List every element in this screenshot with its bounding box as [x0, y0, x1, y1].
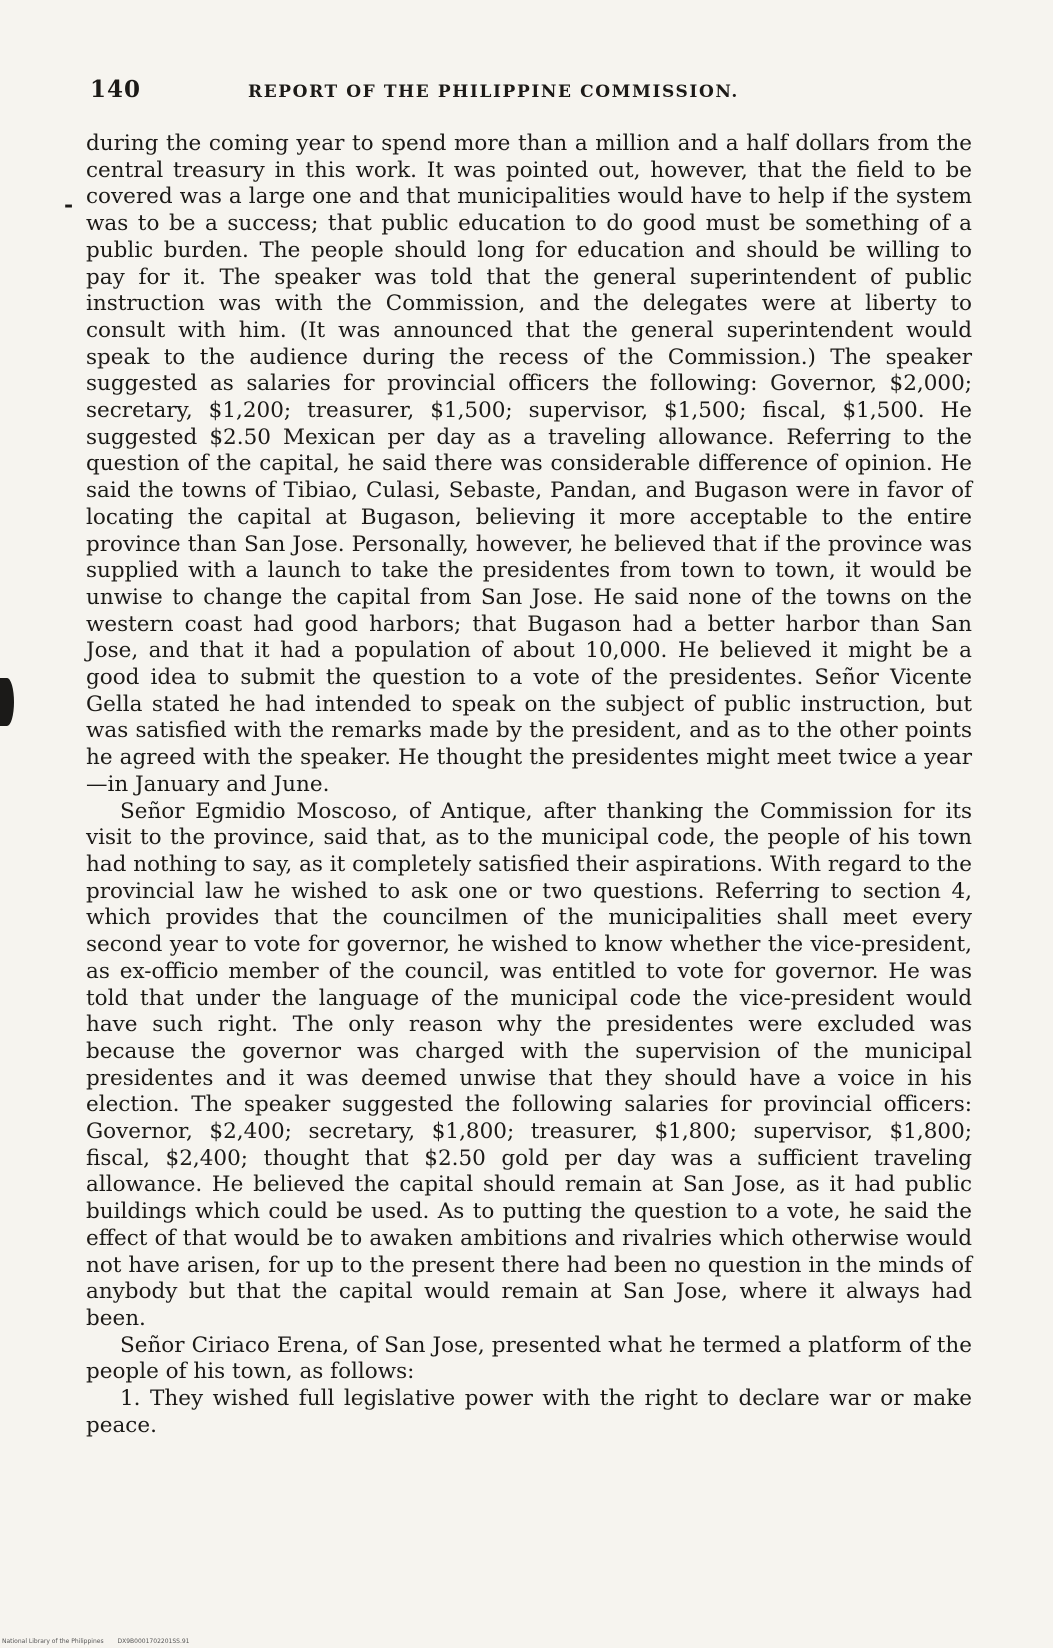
body-text — [86, 131, 972, 1439]
scan-footer — [2, 1638, 202, 1645]
running-title: REPORT OF THE PHILIPPINE COMMISSION. — [248, 82, 739, 102]
page-number: 140 — [90, 76, 142, 103]
paragraph-1: during the coming year to spend more than a million and a half dollars from the central treasury in this work. It was pointed out, however, that the field to be covered was a large one and that municipalities would have to help if the system was to be a success; that public education to do good must be something of a public burden. The people should long for education and should be willing to pay for it. The speaker was told that the general superintendent of public instruction was with the Commission, and the delegates were at liberty to consult with him. (It was announced that the general superintendent would speak to the audience during the recess of the Commission.) The speaker suggested as salaries for provincial officers the following: Governor, $2,000; secretary, $1,200; treasurer, $1,500; supervisor, $1,500; fiscal, $1,500. He suggested $2.50 Mexican per day as a traveling allowance. Referring to the question of the capital, he said there was considerable difference of opinion. He said the towns of Tibiao, Culasi, Sebaste, Pandan, and Bugason were in favor of locating the capital at Bugason, believing it more acceptable to the entire province than San Jose. Personally, however, he believed that if the province was supplied with a launch to take the presidentes from town to town, it would be unwise to change the capital from San Jose. He said none of the towns on the western coast had good harbors; that Bugason had a better harbor than San Jose, and that it had a population of about 10,000. He believed it might be a good idea to submit the question to a vote of the presidentes. Señor Vicente Gella stated he had intended to speak on the subject of public instruction, but was satisfied with the remarks made by the president, and as to the other points he agreed with the speaker. He thought the presidentes might meet twice a year—in January and June. — [86, 131, 972, 797]
margin-mark: - — [64, 192, 74, 218]
paragraph-4: 1. They wished full legislative power with the right to declare war or make peace. — [86, 1386, 972, 1438]
page-header — [90, 76, 970, 110]
paragraph-3: Señor Ciriaco Erena, of San Jose, presented what he termed a platform of the people of his town, as follows: — [86, 1332, 972, 1385]
scan-edge-blot — [0, 678, 14, 726]
paragraph-2: Señor Egmidio Moscoso, of Antique, after thanking the Commission for its visit to the province, said that, as to the municipal code, the people of his town had nothing to say, as it completely satisfied their aspirations. With regard to the provincial law he wished to ask one or two questions. Referring to section 4, which provides that the councilmen of the municipalities shall meet every second year to vote for governor, he wished to know whether the vice-president, as ex-officio member of the council, was entitled to vote for governor. He was told that under the language of the municipal code the vice-president would have such right. The only reason why the presidentes were excluded was because the governor was charged with the supervision of the municipal presidentes and it was deemed unwise that they should have a voice in his election. The speaker suggested the following salaries for provincial officers: Governor, $2,400; secretary, $1,800; treasurer, $1,800; supervisor, $1,800; fiscal, $2,400; thought that $2.50 gold per day was a sufficient traveling allowance. He believed the capital should remain at San Jose, as it had public buildings which could be used. As to putting the question to a vote, he said the effect of that would be to awaken ambitions and rivalries which otherwise would not have arisen, for up to the present there had been no question in the minds of anybody but that the capital would remain at San Jose, where it always had been. — [86, 798, 972, 1331]
footer-identifier: DX9B0001702201SS.91 — [117, 1638, 190, 1645]
footer-library: National Library of the Philippines — [2, 1638, 104, 1645]
